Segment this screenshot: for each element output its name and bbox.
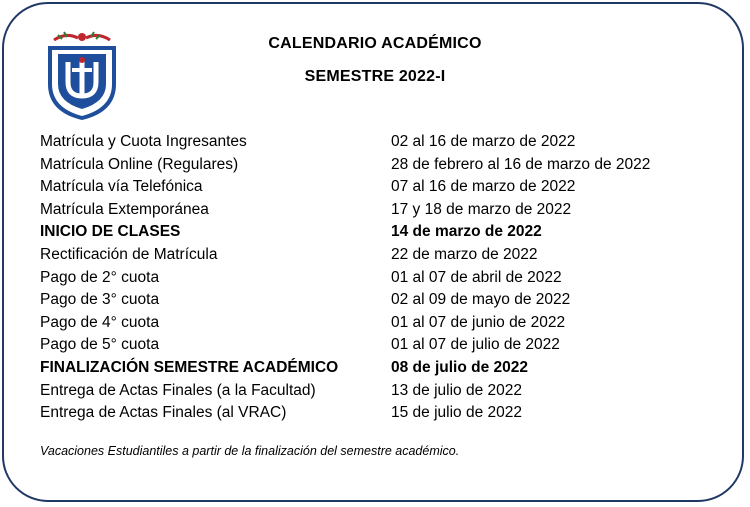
row-date: 02 al 09 de mayo de 2022 [391, 291, 571, 309]
row-date: 08 de julio de 2022 [391, 358, 528, 376]
page-title: CALENDARIO ACADÉMICO [268, 35, 482, 52]
row-label: Matrícula Online (Regulares) [40, 155, 239, 173]
row-date: 01 al 07 de julio de 2022 [391, 336, 560, 354]
row-label: Pago de 3° cuota [40, 291, 160, 309]
row-date: 01 al 07 de junio de 2022 [391, 313, 566, 331]
row-date: 07 al 16 de marzo de 2022 [391, 178, 576, 196]
row-label: Entrega de Actas Finales (al VRAC) [40, 404, 287, 422]
row-date: 13 de julio de 2022 [391, 381, 523, 399]
row-date: 01 al 07 de abril de 2022 [391, 268, 562, 286]
calendar-row [40, 402, 720, 425]
row-label: FINALIZACIÓN SEMESTRE ACADÉMICO [40, 358, 339, 376]
calendar-row [40, 334, 720, 357]
calendar-row [40, 380, 720, 403]
calendar-row [40, 176, 720, 199]
row-label: Matrícula Extemporánea [40, 200, 209, 218]
calendar-row [40, 154, 720, 177]
row-label: Matrícula y Cuota Ingresantes [40, 133, 247, 150]
row-label: Pago de 5° cuota [40, 336, 160, 354]
calendar-row-highlight [40, 221, 720, 244]
calendar-row [40, 289, 720, 312]
row-label: INICIO DE CLASES [40, 223, 181, 241]
footer-note: Vacaciones Estudiantiles a partir de la finalización del semestre académico. [40, 444, 460, 458]
calendar-row [40, 312, 720, 335]
page-subtitle: SEMESTRE 2022-I [304, 68, 446, 85]
row-label: Entrega de Actas Finales (a la Facultad) [40, 381, 316, 399]
row-label: Rectificación de Matrícula [40, 245, 218, 263]
row-label: Matrícula vía Telefónica [40, 178, 203, 196]
calendar-row [40, 131, 720, 154]
calendar-list [40, 131, 720, 425]
calendar-row [40, 199, 720, 222]
calendar-row [40, 244, 720, 267]
row-label: Pago de 2° cuota [40, 268, 160, 286]
row-date: 17 y 18 de marzo de 2022 [391, 200, 572, 218]
row-label: Pago de 4° cuota [40, 313, 160, 331]
calendar-row [40, 267, 720, 290]
row-date: 22 de marzo de 2022 [391, 245, 538, 263]
row-date: 14 de marzo de 2022 [391, 223, 542, 241]
row-date: 28 de febrero al 16 de marzo de 2022 [391, 155, 651, 173]
row-date: 15 de julio de 2022 [391, 404, 523, 422]
row-date: 02 al 16 de marzo de 2022 [391, 133, 576, 150]
calendar-row-highlight [40, 357, 720, 380]
